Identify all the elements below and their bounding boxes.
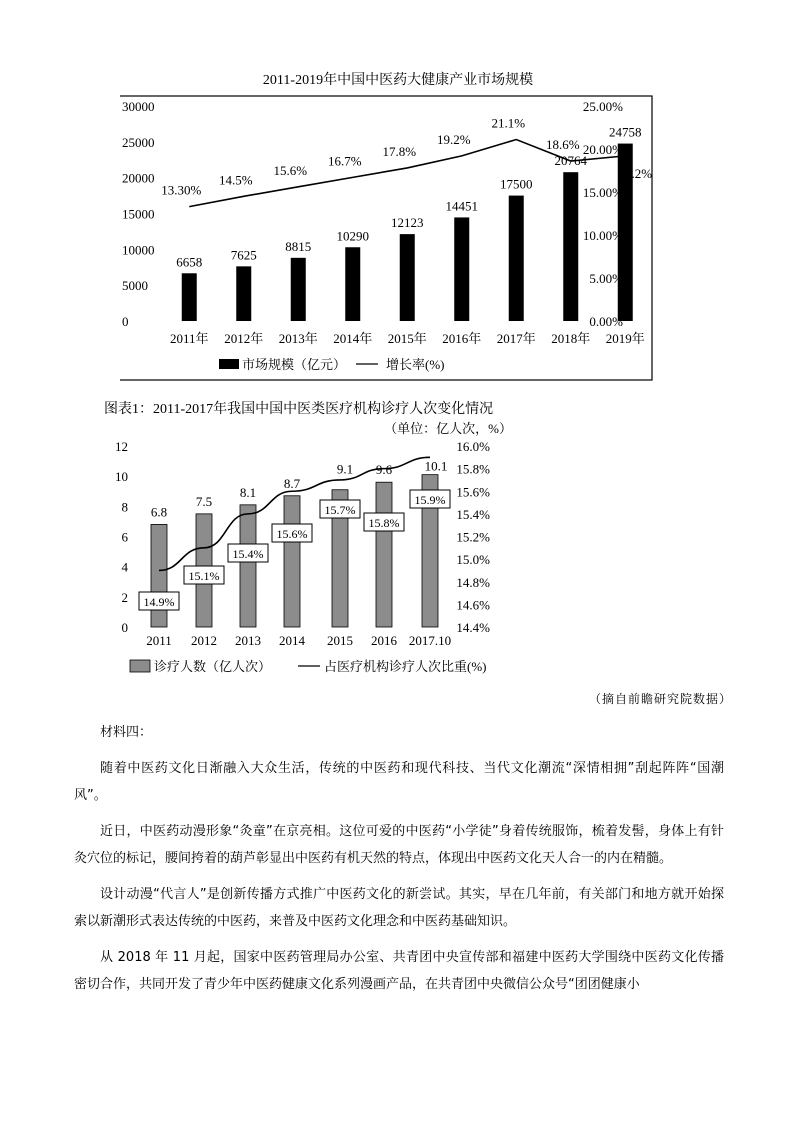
- chart2-bar: [151, 524, 167, 627]
- chart2-right-tick: 14.6%: [456, 597, 490, 613]
- chart2-legend-bar-label: 诊疗人数（亿人次）: [154, 659, 272, 674]
- chart1-growth-label: 19.2%: [436, 131, 471, 147]
- chart1-bar: [509, 196, 524, 321]
- chart2-title: 图表1：2011-2017年我国中国中医类医疗机构诊疗人次变化情况: [104, 402, 494, 417]
- article-body: [74, 722, 724, 1007]
- chart2-share-label: 15.8%: [368, 516, 400, 530]
- chart1-growth-label: 21.1%: [491, 115, 526, 131]
- chart1-legend-bar-swatch: [219, 359, 239, 369]
- chart1-left-tick: 10000: [122, 242, 155, 258]
- article-paragraph: 设计动漫“代言人”是创新传播方式推广中医药文化的新尝试。其实，早在几年前，有关部门和地方就开始探索以新潮形式表达传统的中医药，来普及中医药文化理念和中医药基础知识。: [74, 887, 724, 929]
- chart1-x-tick: 2012年: [224, 331, 264, 346]
- visits-chart-svg: [100, 398, 540, 688]
- chart2-left-tick: 12: [115, 439, 128, 454]
- chart1-right-tick: 25.00%: [582, 99, 623, 114]
- source-note: （摘自前瞻研究院数据）: [588, 692, 732, 706]
- chart2-left-tick: 6: [121, 529, 128, 545]
- article-paragraph: 随着中医药文化日渐融入大众生活，传统的中医药和现代科技、当代文化潮流“深情相拥”刮起阵阵“国潮风”。: [74, 761, 724, 803]
- chart2-legend-bar-swatch: [130, 660, 150, 672]
- chart1-right-tick: 10.00%: [582, 228, 623, 243]
- chart2-x-tick: 2016: [371, 633, 397, 648]
- chart2-left-tick: 0: [121, 620, 128, 635]
- chart1-growth-label: 17.8%: [382, 143, 417, 159]
- chart1-bar-label: 7625: [230, 247, 257, 263]
- chart2-right-tick: 15.4%: [456, 506, 490, 522]
- market-size-chart-svg: [120, 64, 680, 382]
- chart2-x-tick: 2017.10: [408, 633, 452, 648]
- chart2-share-label: 15.1%: [188, 569, 220, 583]
- chart2-bar: [376, 482, 392, 627]
- chart2-share-label: 15.7%: [324, 503, 356, 517]
- chart1-left-tick: 25000: [122, 134, 155, 150]
- chart1-growth-label: 15.6%: [273, 162, 308, 178]
- chart1-growth-label: 18.6%: [545, 137, 580, 153]
- chart1-bar-label: 10290: [336, 228, 369, 244]
- chart2-left-tick: 2: [121, 589, 128, 605]
- chart2-x-tick: 2012: [191, 633, 217, 648]
- chart2-right-tick: 14.8%: [456, 574, 490, 590]
- chart1-left-tick: 0: [122, 314, 129, 329]
- chart1-left-tick: 30000: [122, 99, 155, 114]
- chart1-right-tick: 20.00%: [582, 142, 623, 157]
- chart1-x-tick: 2019年: [605, 331, 645, 346]
- chart2-right-tick: 15.0%: [456, 552, 490, 568]
- chart1-bar: [345, 247, 360, 321]
- chart2-right-tick: 15.8%: [456, 461, 490, 477]
- chart1-bar-label: 14451: [445, 198, 478, 214]
- chart1-x-tick: 2017年: [496, 331, 536, 346]
- chart2-share-label: 14.9%: [143, 595, 175, 609]
- chart2-right-tick: 15.6%: [456, 484, 490, 500]
- chart1-right-tick: 5.00%: [589, 271, 623, 286]
- chart2-left-tick: 8: [121, 499, 128, 515]
- chart1-x-tick: 2015年: [387, 331, 427, 346]
- chart1-x-tick: 2018年: [551, 331, 591, 346]
- chart1-growth-label: 19.2%: [618, 165, 653, 181]
- chart1-bar: [454, 217, 469, 321]
- chart1-right-tick: 15.00%: [582, 185, 623, 200]
- chart2-bar-label: 8.7: [283, 475, 301, 491]
- chart2-bar-label: 9.1: [336, 461, 354, 477]
- chart1-x-tick: 2016年: [442, 331, 482, 346]
- chart2-x-tick: 2015: [327, 633, 353, 648]
- chart2-share-label: 15.6%: [276, 527, 308, 541]
- chart1-x-tick: 2014年: [333, 331, 373, 346]
- chart1-growth-label: 14.5%: [218, 172, 253, 188]
- chart2-bar-label: 10.1: [424, 458, 448, 474]
- chart2-bar: [284, 496, 300, 627]
- chart2-x-tick: 2014: [279, 633, 305, 648]
- chart1-x-tick: 2013年: [278, 331, 318, 346]
- chart1-right-tick: 0.00%: [589, 314, 623, 329]
- chart1-left-tick: 5000: [122, 278, 148, 294]
- article-paragraph: 近日，中医药动漫形象“灸童”在京亮相。这位可爱的中医药“小学徒”身着传统服饰，梳着发髻，身体上有针灸穴位的标记，腰间挎着的葫芦彰显出中医药有机天然的特点，体现出中医药文化天人合一的内在精髓。: [74, 824, 724, 866]
- chart2-bar-label: 8.1: [239, 484, 257, 500]
- chart1-bar-label: 17500: [500, 176, 533, 192]
- visits-chart: [100, 398, 540, 688]
- chart1-x-tick: 2011年: [169, 331, 209, 346]
- material-label: 材料四：: [100, 725, 153, 740]
- chart1-bar: [236, 266, 251, 321]
- chart2-right-tick: 14.4%: [456, 620, 490, 635]
- chart2-bar-label: 6.8: [150, 504, 168, 520]
- chart2-bar-label: 7.5: [195, 493, 213, 509]
- chart2-subtitle: （单位：亿人次，%）: [384, 421, 512, 436]
- article-paragraph: 从 2018 年 11 月起，国家中医药管理局办公室、共青团中央宣传部和福建中医药大学围绕中医药文化传播密切合作，共同开发了青少年中医药健康文化系列漫画产品，在共青团中央微信公众号“团团健康小: [74, 950, 724, 992]
- chart2-x-tick: 2011: [146, 633, 172, 648]
- chart1-title: 2011-2019年中国中医药大健康产业市场规模: [262, 73, 534, 88]
- chart1-bar: [182, 273, 197, 321]
- chart1-bar: [291, 258, 306, 321]
- chart1-growth-label: 13.30%: [161, 182, 202, 198]
- chart2-right-tick: 16.0%: [456, 439, 490, 454]
- chart1-legend-bar-label: 市场规模（亿元）: [242, 357, 347, 372]
- chart1-bar: [400, 234, 415, 321]
- chart1-left-tick: 20000: [122, 170, 155, 186]
- chart2-bar-label: 9.6: [375, 462, 393, 478]
- chart1-bar: [563, 172, 578, 321]
- chart1-bar-label: 24758: [609, 124, 642, 140]
- chart1-bar-label: 20764: [554, 153, 587, 169]
- chart2-x-tick: 2013: [235, 633, 261, 648]
- chart1-bar-label: 6658: [176, 254, 203, 270]
- chart2-share-label: 15.9%: [414, 493, 446, 507]
- chart2-legend-line-label: 占医疗机构诊疗人次比重(%): [324, 659, 487, 674]
- chart2-left-tick: 10: [115, 469, 128, 485]
- chart1-bar-label: 12123: [391, 215, 424, 231]
- chart1-left-tick: 15000: [122, 206, 155, 222]
- chart2-right-tick: 15.2%: [456, 529, 490, 545]
- chart2-bar: [240, 505, 256, 627]
- chart2-share-label: 15.4%: [232, 547, 264, 561]
- chart1-growth-label: 16.7%: [327, 153, 362, 169]
- chart1-bar-label: 8815: [285, 238, 312, 254]
- chart1-legend-line-label: 增长率(%): [386, 357, 445, 372]
- market-size-chart: [120, 64, 680, 382]
- chart2-left-tick: 4: [121, 559, 128, 575]
